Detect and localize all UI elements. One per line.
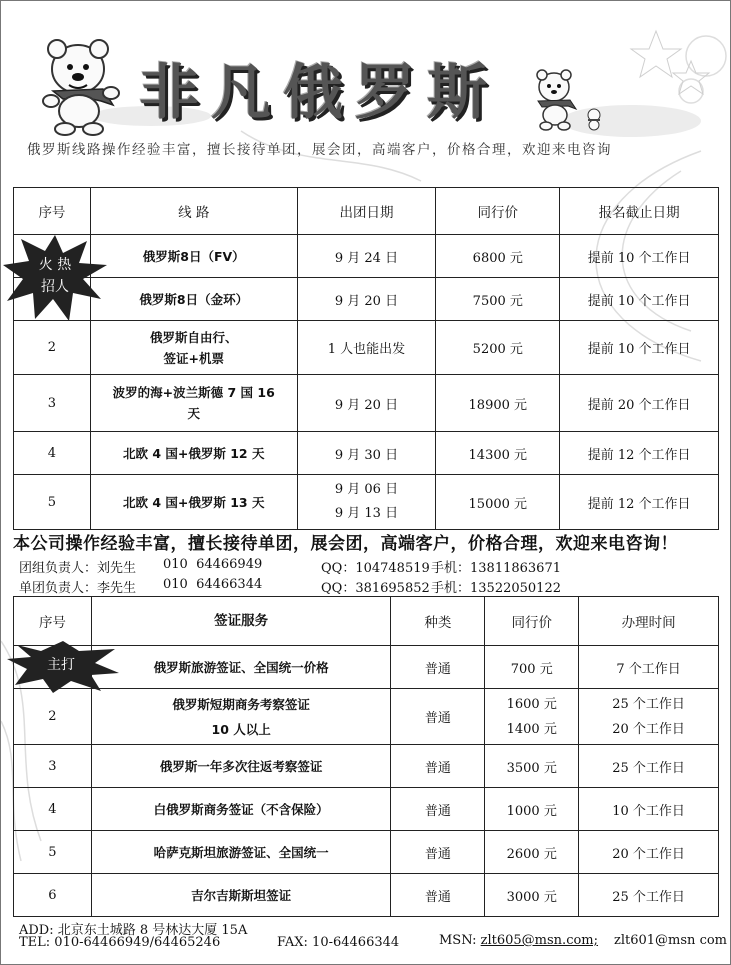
row-number: 6	[14, 874, 92, 917]
processing-time: 25 个工作日	[579, 745, 719, 788]
price: 1600 元 1400 元	[485, 689, 579, 745]
processing-time: 7 个工作日	[579, 646, 719, 689]
page-title: 非凡俄罗斯	[139, 58, 499, 128]
processing-time: 10 个工作日	[579, 788, 719, 831]
route-name: 俄罗斯8日（FV）	[90, 235, 297, 278]
visa-service: 白俄罗斯商务签证（不含保险）	[91, 788, 391, 831]
contact-tel: 010 64466949	[163, 557, 263, 572]
price: 18900 元	[436, 375, 560, 432]
footer-msn	[439, 933, 727, 948]
visa-type: 普通	[391, 745, 485, 788]
badge-text-line1: 火 热	[38, 257, 72, 273]
footer-tel: TEL: 010-64466949/64465246	[19, 935, 221, 950]
visa-service: 哈萨克斯坦旅游签证、全国统一	[91, 831, 391, 874]
route-name: 北欧 4 国+俄罗斯 13 天	[90, 475, 297, 530]
deadline: 提前 12 个工作日	[560, 432, 719, 475]
mid-banner-slogan: 本公司操作经验丰富，擅长接待单团，展会团，高端客户，价格合理，欢迎来电咨询！	[13, 534, 678, 554]
route-name: 波罗的海+波兰斯德 7 国 16 天	[90, 375, 297, 432]
cartoon-bear-mascot-right	[524, 65, 586, 131]
processing-time: 25 个工作日 20 个工作日	[579, 689, 719, 745]
row-number: 3	[14, 375, 91, 432]
visa-type: 普通	[391, 874, 485, 917]
row-number: 5	[14, 831, 92, 874]
route-name: 俄罗斯自由行、 签证+机票	[90, 321, 297, 375]
price: 3000 元	[485, 874, 579, 917]
contact-role: 团组负责人：刘先生	[19, 561, 137, 576]
price: 15000 元	[436, 475, 560, 530]
deadline: 提前 10 个工作日	[560, 235, 719, 278]
row-number: 4	[14, 788, 92, 831]
msn-label: MSN:	[439, 933, 481, 948]
hot-recruiting-badge	[3, 235, 107, 321]
visa-type: 普通	[391, 646, 485, 689]
column-header: 出团日期	[297, 188, 436, 235]
column-header: 同行价	[485, 597, 579, 646]
msn-link-1[interactable]: zlt605@msn.com;	[480, 933, 599, 948]
price: 5200 元	[436, 321, 560, 375]
column-header: 线 路	[90, 188, 297, 235]
column-header: 签证服务	[91, 597, 391, 646]
departure-date: 9 月 30 日	[297, 432, 436, 475]
small-bear-decoration	[584, 107, 604, 131]
departure-date: 9 月 06 日 9 月 13 日	[297, 475, 436, 530]
price: 1000 元	[485, 788, 579, 831]
deadline: 提前 10 个工作日	[560, 278, 719, 321]
price: 14300 元	[436, 432, 560, 475]
footer-address: ADD: 北京东土城路 8 号林达大厦 15A	[19, 923, 248, 938]
table-row	[14, 788, 719, 831]
badge-text-line2: 招人	[41, 279, 69, 295]
table-row	[14, 831, 719, 874]
row-number: 5	[14, 475, 91, 530]
cartoon-bear-mascot-left	[23, 31, 133, 136]
processing-time: 25 个工作日	[579, 874, 719, 917]
departure-date: 1 人也能出发	[297, 321, 436, 375]
intro-text: 俄罗斯线路操作经验丰富，擅长接待单团，展会团，高端客户，价格合理，欢迎来电咨询	[27, 142, 612, 158]
visa-type: 普通	[391, 788, 485, 831]
column-header: 序号	[14, 188, 91, 235]
tour-routes-table	[13, 187, 719, 530]
contact-role: 单团负责人：李先生	[19, 581, 137, 596]
visa-service: 俄罗斯旅游签证、全国统一价格	[91, 646, 391, 689]
price: 7500 元	[436, 278, 560, 321]
price: 2600 元	[485, 831, 579, 874]
deadline: 提前 12 个工作日	[560, 475, 719, 530]
table-row	[14, 475, 719, 530]
table-row	[14, 321, 719, 375]
table-header-row	[14, 597, 719, 646]
column-header: 种类	[391, 597, 485, 646]
header	[19, 31, 727, 139]
contact-mobile: 手机：13811863671	[431, 561, 561, 576]
column-header: 办理时间	[579, 597, 719, 646]
visa-service: 俄罗斯一年多次往返考察签证	[91, 745, 391, 788]
table-row	[14, 874, 719, 917]
contact-mobile: 手机：13522050122	[431, 581, 561, 596]
visa-service: 俄罗斯短期商务考察签证 10 人以上	[91, 689, 391, 745]
processing-time: 20 个工作日	[579, 831, 719, 874]
table-header-row	[14, 188, 719, 235]
table-row	[14, 432, 719, 475]
column-header: 序号	[14, 597, 92, 646]
visa-service: 吉尔吉斯斯坦签证	[91, 874, 391, 917]
row-number: 3	[14, 745, 92, 788]
visa-type: 普通	[391, 831, 485, 874]
route-name: 俄罗斯8日（金环）	[90, 278, 297, 321]
contact-tel: 010 64466344	[163, 577, 263, 592]
table-row	[14, 689, 719, 745]
msn-link-2: zlt601@msn com	[614, 933, 727, 948]
deadline: 提前 20 个工作日	[560, 375, 719, 432]
route-name: 北欧 4 国+俄罗斯 12 天	[90, 432, 297, 475]
deadline: 提前 10 个工作日	[560, 321, 719, 375]
badge-text: 主打	[47, 657, 75, 673]
row-number: 4	[14, 432, 91, 475]
price: 3500 元	[485, 745, 579, 788]
row-number: 2	[14, 321, 91, 375]
row-number: 2	[14, 689, 92, 745]
visa-type: 普通	[391, 689, 485, 745]
table-row	[14, 646, 719, 689]
departure-date: 9 月 20 日	[297, 375, 436, 432]
column-header: 报名截止日期	[560, 188, 719, 235]
contact-qq: QQ：104748519	[321, 561, 430, 576]
price: 700 元	[485, 646, 579, 689]
departure-date: 9 月 24 日	[297, 235, 436, 278]
price: 6800 元	[436, 235, 560, 278]
featured-badge	[7, 641, 119, 693]
table-row	[14, 375, 719, 432]
footer-fax: FAX: 10-64466344	[277, 935, 400, 950]
departure-date: 9 月 20 日	[297, 278, 436, 321]
contact-qq: QQ：381695852	[321, 581, 430, 596]
table-row	[14, 278, 719, 321]
table-row	[14, 235, 719, 278]
column-header: 同行价	[436, 188, 560, 235]
table-row	[14, 745, 719, 788]
